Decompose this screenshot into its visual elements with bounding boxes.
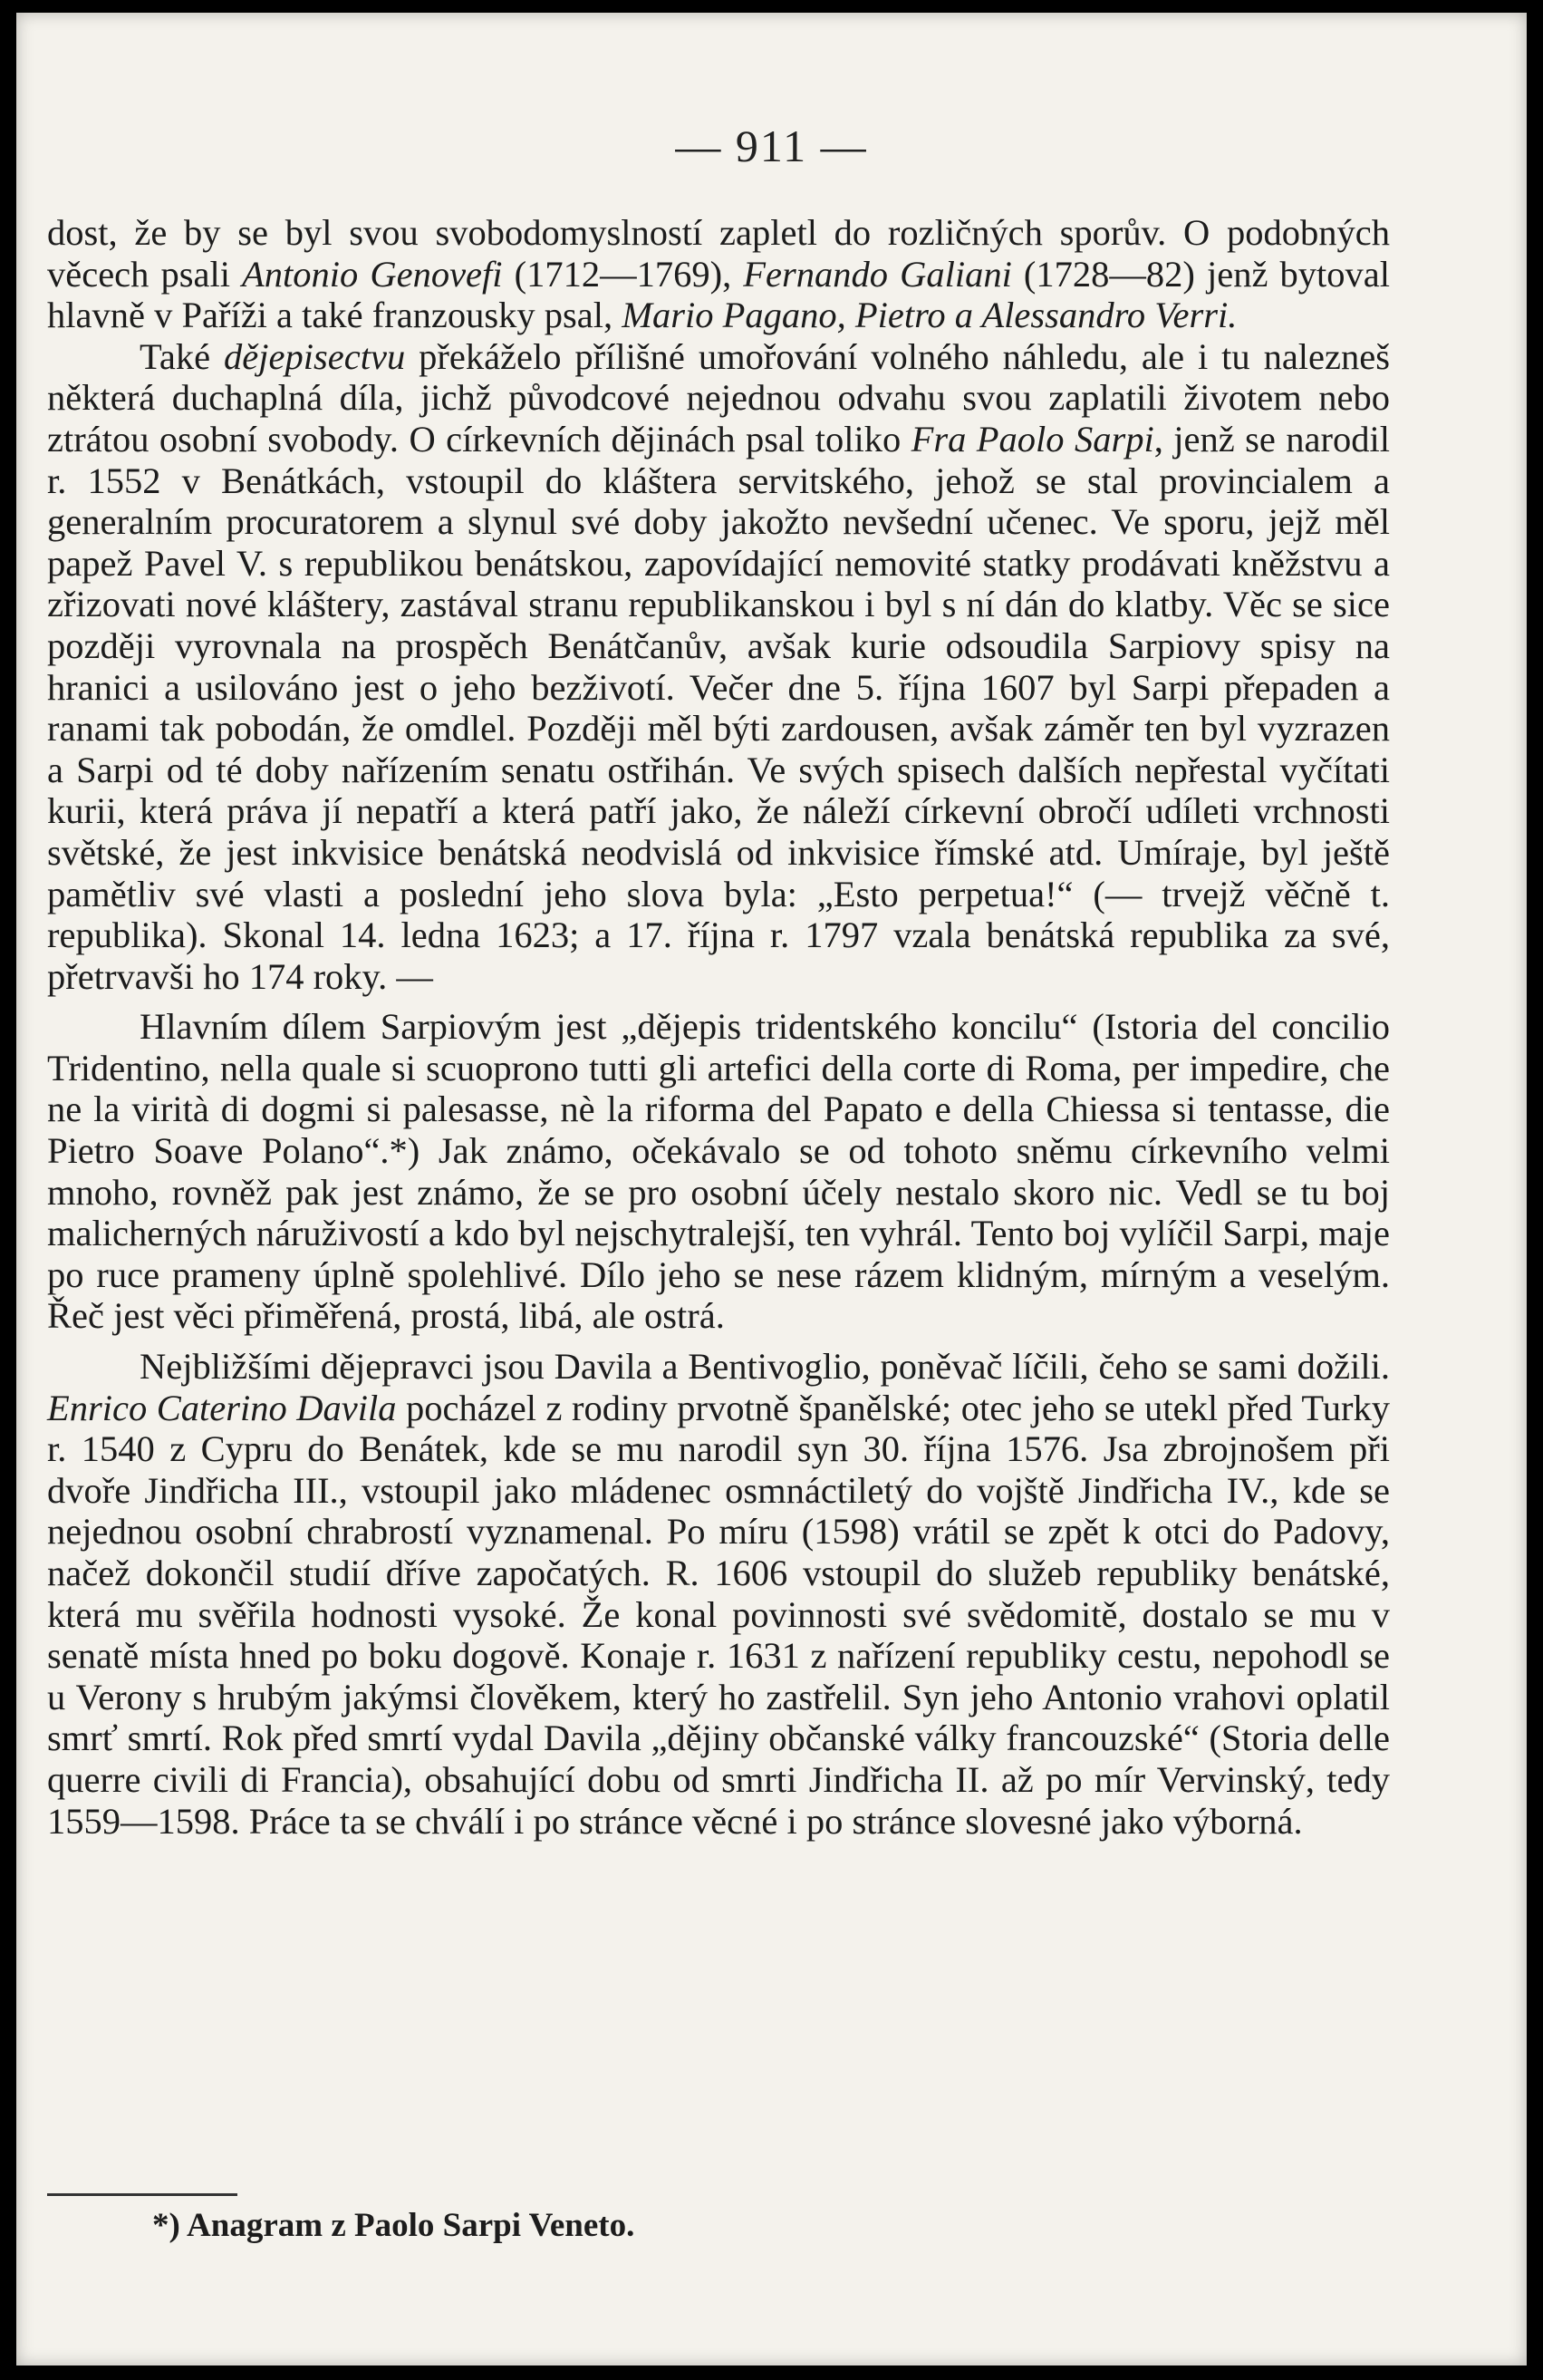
- text-run: překáželo přílišné umořování volného náhledu, ale i tu nalezneš některá duchaplná díla, jichž původcové nejednou odvahu svou zaplatili životem nebo ztrátou osobní svobody. O církevních dějinách psal toliko: [47, 335, 1390, 460]
- text-run: Nejbližšími dějepravci jsou Davila a Bentivoglio, poněvač líčili, čeho se sami dožili.: [140, 1346, 1390, 1388]
- text-run: , jenž se narodil r. 1552 v Benátkách, vstoupil do kláštera servitského, jehož se stal provincialem a generalním procuratorem a slynul své doby jakožto nevšední učenec. Ve sporu, jejž měl papež Pavel V. s republikou benátskou, zapovídající nemovité statky prodávati kněžstvu a zřizovati nové kláštery, zastával stranu republikanskou i byl s ní dán do klatby. Věc se sice později vyrovnala na prospěch Benátčanův, avšak kurie odsoudila Sarpiovy spisy na hranici a usilováno jest o jeho bezživotí. Večer dne 5. října 1607 byl Sarpi přepaden a ranami tak pobodán, že omdlel. Později měl býti zardousen, avšak záměr ten byl vyzrazen a Sarpi od té doby nařízením senatu ostřihán. Ve svých spisech dalších nepřestal vyčítati kurii, která práva jí nepatří a která patří jako, že náleží církevní obročí udíleti vrchnosti světské, že jest inkvisice benátská neodvislá od inkvisice římské atd. Umíraje, byl ještě pamětliv své vlasti a poslední jeho slova byla: „Esto perpetua!“ (— trvejž věčně t. republika). Skonal 14. ledna 1623; a 17. října r. 1797 vzala benátská republika za své, přetrvavši ho 174 roky. —: [47, 418, 1390, 997]
- paragraph: [47, 212, 1390, 336]
- italic-name: Mario Pagano, Pietro a Alessandro Verri.: [622, 295, 1238, 336]
- italic-name: Fernando Galiani: [743, 253, 1012, 295]
- paragraph: [47, 336, 1390, 998]
- text-run: (1712—1769),: [502, 253, 744, 295]
- text-run: dost, že by se byl svou svobodomyslností zapletl do rozličných sporův. O podobných věcech psali: [47, 212, 1390, 295]
- body-text: [47, 212, 1390, 1842]
- text-run: pocházel z rodiny prvotně španělské; otec jeho se utekl před Turky r. 1540 z Cypru do Benátek, kde se mu narodil syn 30. října 1576. Jsa zbrojnošem při dvoře Jindřicha III., vstoupil jako mládenec osmnáctiletý do vojště Jindřicha IV., kde se nejednou osobní chrabrostí vyznamenal. Po míru (1598) vrátil se zpět k otci do Padovy, načež dokončil studií dříve započatých. R. 1606 vstoupil do služeb republiky benátské, která mu svěřila hodnosti vysoké. Že konal povinnosti své svědomitě, dostalo se mu v senatě místa hned po boku dogově. Konaje r. 1631 z nařízení republiky cestu, nepohodl se u Verony s hrubým jakýmsi člověkem, který ho zastřelil. Syn jeho Antonio vrahovi oplatil smrť smrtí. Rok před smrtí vydal Davila „dějiny občanské války francouzské“ (Storia delle querre civili di Francia), obsahující dobu od smrti Jindřicha II. až po mír Vervinský, tedy 1559—1598. Práce ta se chválí i po stránce věcné i po stránce slovesné jako výborná.: [47, 1387, 1390, 1842]
- footnote-divider: [47, 2193, 237, 2196]
- paragraph: [47, 1006, 1390, 1337]
- text-run: (1728—82) jenž bytoval hlavně v Paříži a také franzousky psal,: [47, 253, 1390, 336]
- footnote: *) Anagram z Paolo Sarpi Veneto.: [152, 2207, 635, 2244]
- paragraph: [47, 1346, 1390, 1842]
- page-number: — 911 —: [675, 121, 868, 171]
- book-page: [16, 13, 1527, 2365]
- italic-name: Enrico Caterino Davila: [47, 1387, 397, 1428]
- italic-name: Antonio Genovefi: [242, 253, 503, 295]
- italic-name: Fra Paolo Sarpi: [911, 418, 1154, 460]
- italic-name: dějepisectvu: [224, 335, 406, 377]
- text-run: Hlavním dílem Sarpiovým jest „dějepis tridentského koncilu“ (Istoria del concilio Tridentino, nella quale si scuoprono tutti gli artefici della corte di Roma, per impedire, che ne la virità di dogmi si palesasse, nè la riforma del Papato e della Chiessa si tentasse, die Pietro Soave Polano“.*) Jak známo, očekávalo se od tohoto sněmu církevního velmi mnoho, rovněž pak jest známo, že se pro osobní účely nestalo skoro nic. Vedl se tu boj malicherných náruživostí a kdo byl nejschytralejší, ten vyhrál. Tento boj vylíčil Sarpi, maje po ruce prameny úplně spolehlivé. Dílo jeho se nese rázem klidným, mírným a veselým. Řeč jest věci přiměřená, prostá, libá, ale ostrá.: [47, 1006, 1390, 1337]
- text-run: Také: [140, 335, 225, 377]
